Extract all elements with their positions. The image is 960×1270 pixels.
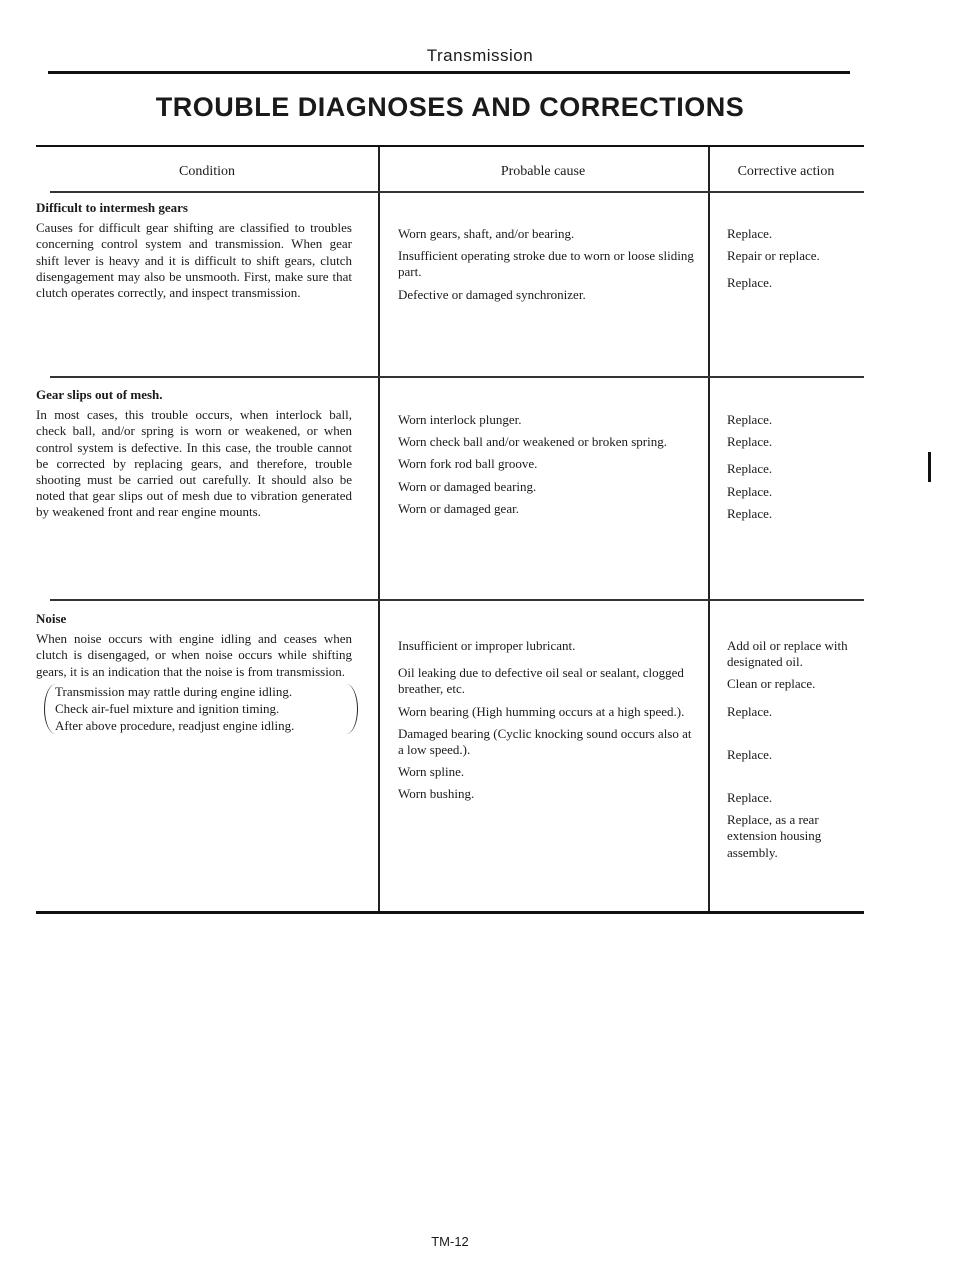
table-row-causes [398, 638, 696, 809]
action-item: Replace. [727, 790, 773, 806]
column-divider [708, 147, 710, 911]
page-title: TROUBLE DIAGNOSES AND CORRECTIONS [155, 92, 745, 122]
margin-mark [928, 452, 931, 482]
cause-item: Worn fork rod ball groove. [398, 456, 538, 472]
action-item: Replace. [727, 412, 773, 427]
cause-item: Worn interlock plunger. [398, 412, 522, 427]
condition-description: Causes for difficult gear shifting are classified to troubles concerning control system and transmission. When gear shift lever is heavy and it is difficult to shift gears, clutch disengagement may also be unsmooth. First, make sure that clutch operates correctly, and inspect transmission. [36, 220, 352, 301]
cause-item: Defective or damaged synchronizer. [398, 286, 586, 302]
page-number: TM-12 [431, 1234, 469, 1249]
cause-item: Worn bushing. [398, 786, 475, 802]
condition-title: Noise [36, 611, 67, 626]
column-header-action: Corrective action [737, 164, 835, 179]
table-row-causes [398, 226, 696, 309]
cause-item: Worn check ball and/or weakened or broken spring. [398, 434, 667, 450]
table-row-actions [727, 412, 861, 528]
table-row-condition [36, 200, 352, 301]
cause-item: Worn gears, shaft, and/or bearing. [398, 226, 575, 241]
action-item: Replace. [727, 226, 773, 241]
page-header: Transmission [426, 46, 534, 65]
header-rule [48, 71, 850, 74]
cause-item: Insufficient or improper lubricant. [398, 638, 576, 653]
table-row-condition [36, 611, 352, 735]
row-rule [50, 599, 864, 601]
action-item: Add oil or replace with designated oil. [727, 638, 848, 670]
condition-title: Difficult to intermesh gears [36, 200, 188, 215]
trouble-table [36, 145, 864, 914]
action-item: Replace. [727, 483, 773, 499]
action-item: Replace. [727, 746, 773, 762]
table-row-causes [398, 412, 696, 523]
action-item: Replace, as a rear extension housing assembly. [727, 812, 822, 860]
action-item: Replace. [727, 703, 773, 719]
action-item: Repair or replace. [727, 248, 820, 264]
note-item: Transmission may rattle during engine idling. [55, 683, 293, 699]
cause-item: Worn or damaged gear. [398, 500, 519, 516]
note-item: Check air-fuel mixture and ignition timing. [55, 701, 280, 717]
condition-description: When noise occurs with engine idling and ceases when clutch is disengaged, or when noise occurs while shifting gears, it is an indication that the noise is from transmission. [36, 631, 352, 679]
action-item: Replace. [727, 275, 773, 291]
note-item: After above procedure, readjust engine idling. [55, 718, 295, 734]
row-rule [50, 376, 864, 378]
cause-item: Worn or damaged bearing. [398, 478, 537, 494]
table-row-actions [727, 638, 861, 867]
action-item: Replace. [727, 434, 773, 450]
cause-item: Worn spline. [398, 764, 465, 780]
column-header-cause: Probable cause [500, 164, 586, 179]
action-item: Replace. [727, 505, 773, 521]
table-row-actions [727, 226, 861, 298]
table-row-condition [36, 387, 352, 521]
cause-item: Worn bearing (High humming occurs at a high speed.). [398, 703, 685, 719]
cause-item: Insufficient operating stroke due to worn or loose sliding part. [398, 248, 694, 280]
condition-description: In most cases, this trouble occurs, when interlock ball, check ball, and/or spring is worn or weakened, or when control system is defective. In this case, the trouble cannot be corrected by replacing gears, and therefore, trouble shooting must be carried out carefully. It should also be noted that gear slips out of mesh due to vibration generated by weakened front and rear engine mounts. [36, 407, 352, 520]
header-row-rule [50, 191, 864, 193]
action-item: Clean or replace. [727, 676, 816, 692]
column-header-condition: Condition [178, 164, 235, 179]
condition-title: Gear slips out of mesh. [36, 387, 163, 402]
column-divider [378, 147, 380, 911]
cause-item: Damaged bearing (Cyclic knocking sound occurs also at a low speed.). [398, 725, 692, 758]
note-bracket [44, 684, 358, 735]
cause-item: Oil leaking due to defective oil seal or sealant, clogged breather, etc. [398, 665, 684, 697]
action-item: Replace. [727, 461, 773, 477]
